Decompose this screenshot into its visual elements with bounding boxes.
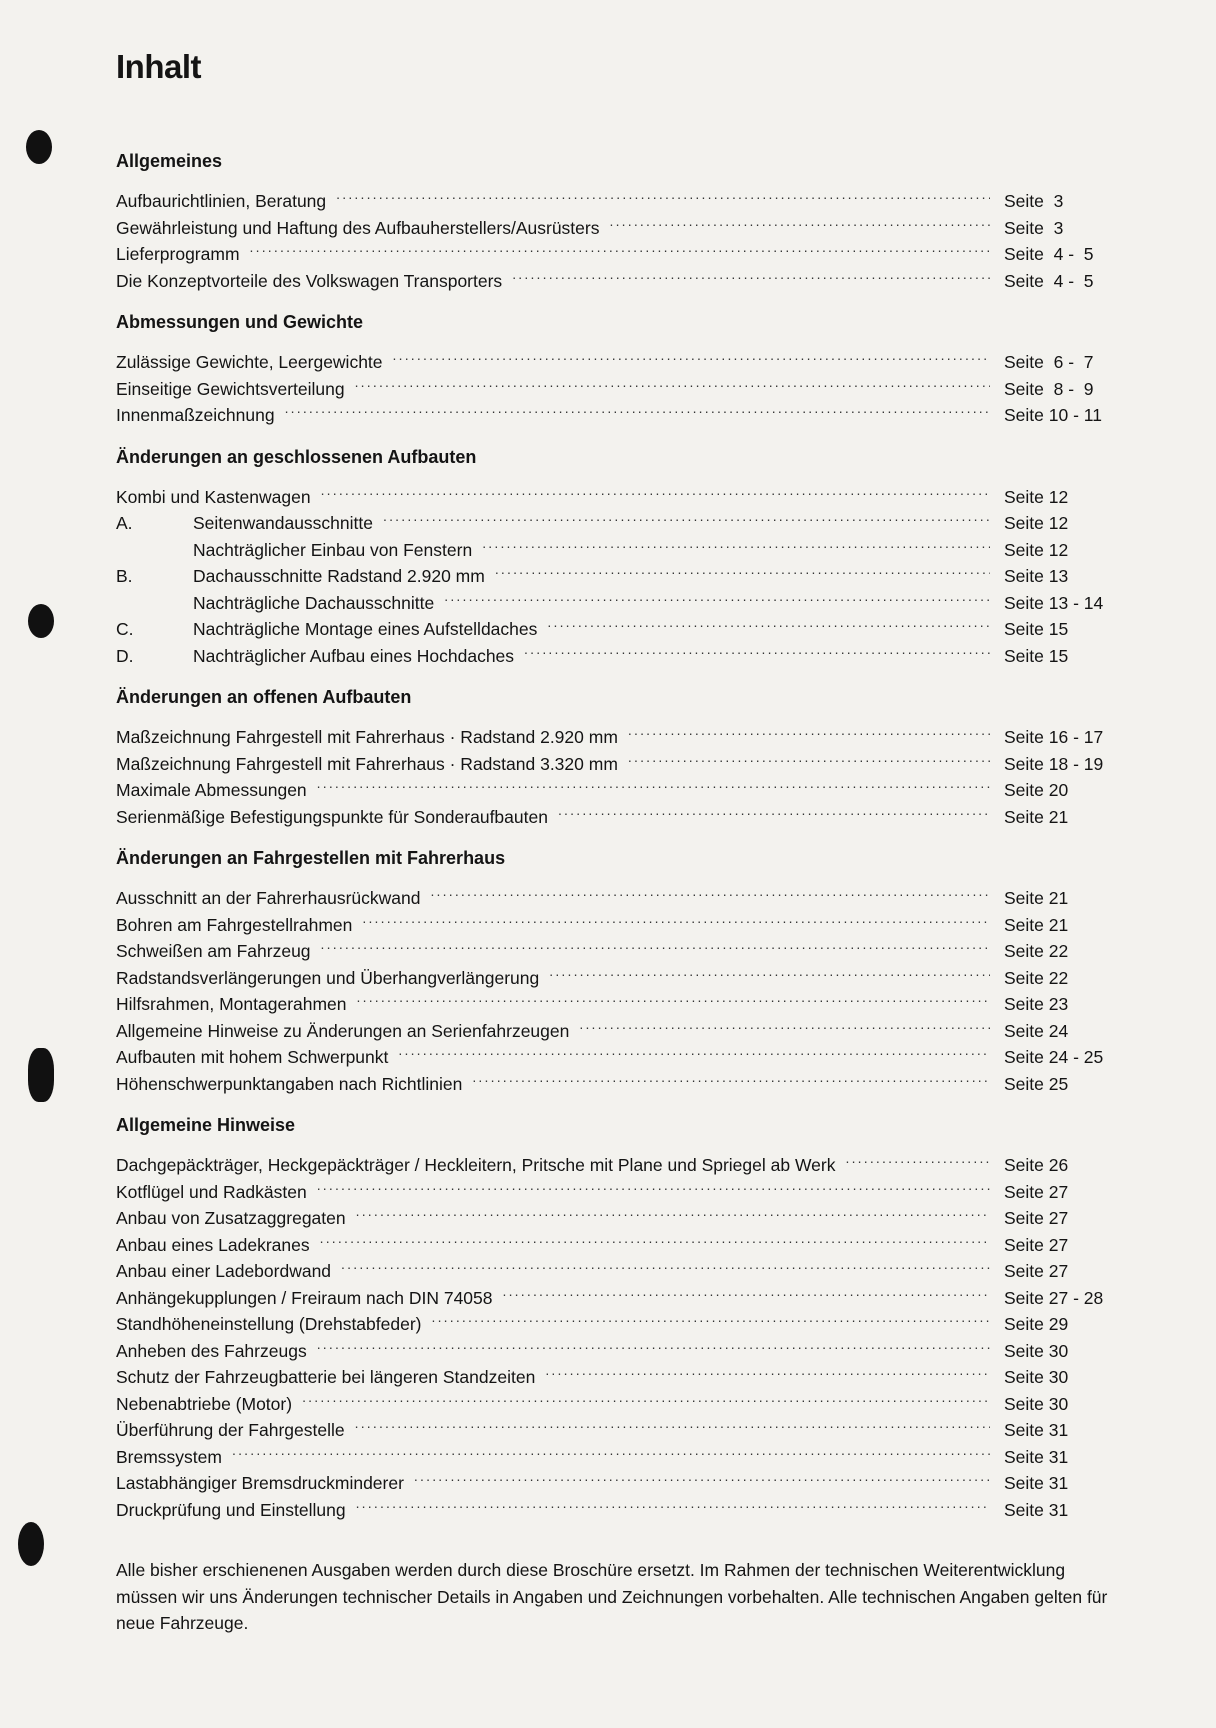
entry-page: Seite 12 xyxy=(1004,513,1069,533)
dot-leader xyxy=(398,1037,990,1063)
toc-entry xyxy=(116,1145,1126,1175)
dot-leader xyxy=(503,1278,991,1304)
entry-page: Seite 15 xyxy=(1004,619,1069,639)
dot-leader xyxy=(362,905,990,931)
entry-label: Überführung der Fahrgestelle xyxy=(116,1420,345,1440)
entry-label: Serienmäßige Befestigungspunkte für Sonderaufbauten xyxy=(116,806,548,827)
entry-page: Seite 27 xyxy=(1004,1234,1069,1255)
entry-label: Maßzeichnung Fahrgestell mit Fahrerhaus · Radstand 2.920 mm xyxy=(116,727,618,747)
entry-page: Seite 27 xyxy=(1004,1261,1069,1281)
dot-leader xyxy=(628,717,990,743)
entry-page: Seite 21 xyxy=(1004,806,1069,827)
dot-leader xyxy=(355,1410,990,1436)
entry-label: Nachträgliche Dachausschnitte xyxy=(193,592,435,613)
dot-leader xyxy=(845,1145,990,1171)
dot-leader xyxy=(628,744,990,770)
entry-page: Seite 30 xyxy=(1004,1340,1069,1361)
entry-label: Nachträgliche Montage eines Aufstelldaches xyxy=(193,619,538,639)
entry-label: Zulässige Gewichte, Leergewichte xyxy=(116,352,383,372)
entry-label: Bohren am Fahrgestellrahmen xyxy=(116,914,353,935)
page-title: Inhalt xyxy=(116,48,201,85)
punch-hole xyxy=(28,604,54,638)
toc-entry xyxy=(116,181,1126,211)
entry-label: Anbau einer Ladebordwand xyxy=(116,1261,332,1281)
section-heading: Allgemeines xyxy=(116,151,223,171)
entry-page: Seite 12 xyxy=(1004,539,1069,560)
entry-page: Seite 20 xyxy=(1004,780,1069,800)
entry-page: Seite 30 xyxy=(1004,1367,1069,1387)
toc-entry xyxy=(116,1463,1126,1493)
entry-label: Dachausschnitte Radstand 2.920 mm xyxy=(193,566,485,586)
entry-label: Seitenwandausschnitte xyxy=(193,513,373,533)
entry-label: Aufbauten mit hohem Schwerpunkt xyxy=(116,1047,389,1067)
entry-label: Bremssystem xyxy=(116,1446,222,1467)
dot-leader xyxy=(547,609,990,635)
dot-leader xyxy=(495,556,990,582)
toc-entry xyxy=(116,342,1126,372)
dot-leader xyxy=(524,636,990,662)
toc-entry xyxy=(116,1437,1126,1467)
dot-leader xyxy=(285,395,990,421)
section-heading: Änderungen an offenen Aufbauten xyxy=(116,687,412,707)
entry-page: Seite 13 - 14 xyxy=(1004,592,1104,613)
entry-label: Dachgepäckträger, Heckgepäckträger / Heckleitern, Pritsche mit Plane und Spriegel ab Werk xyxy=(116,1155,836,1175)
entry-page: Seite 3 xyxy=(1004,217,1064,238)
entry-label: Maßzeichnung Fahrgestell mit Fahrerhaus · Radstand 3.320 mm xyxy=(116,753,618,774)
dot-leader xyxy=(355,369,990,395)
entry-label: Anbau von Zusatzaggregaten xyxy=(116,1208,346,1228)
dot-leader xyxy=(357,984,990,1010)
entry-page: Seite 27 - 28 xyxy=(1004,1287,1104,1308)
entry-page: Seite 31 xyxy=(1004,1420,1069,1440)
entry-label: Standhöheneinstellung (Drehstabfeder) xyxy=(116,1314,422,1334)
entry-label: Die Konzeptvorteile des Volkswagen Transporters xyxy=(116,270,503,291)
dot-leader xyxy=(336,181,990,207)
dot-leader xyxy=(558,797,990,823)
section-heading: Allgemeine Hinweise xyxy=(116,1115,296,1135)
entry-page: Seite 22 xyxy=(1004,967,1069,988)
entry-page: Seite 4 - 5 xyxy=(1004,270,1094,291)
toc-entry xyxy=(116,717,1126,747)
entry-page: Seite 6 - 7 xyxy=(1004,352,1094,372)
entry-label: Radstandsverlängerungen und Überhangverlängerung xyxy=(116,967,540,988)
dot-leader xyxy=(414,1463,990,1489)
entry-label: Gewährleistung und Haftung des Aufbauherstellers/Ausrüsters xyxy=(116,217,600,238)
dot-leader xyxy=(317,770,990,796)
section-heading: Abmessungen und Gewichte xyxy=(116,312,364,332)
dot-leader xyxy=(320,1225,990,1251)
entry-page: Seite 29 xyxy=(1004,1314,1069,1334)
entry-page: Seite 26 xyxy=(1004,1155,1069,1175)
entry-label: Maximale Abmessungen xyxy=(116,780,307,800)
dot-leader xyxy=(430,878,990,904)
entry-page: Seite 31 xyxy=(1004,1473,1069,1493)
dot-leader xyxy=(317,1331,990,1357)
entry-page: Seite 30 xyxy=(1004,1393,1069,1414)
entry-page: Seite 8 - 9 xyxy=(1004,378,1094,399)
entry-label: Kombi und Kastenwagen xyxy=(116,486,311,507)
dot-leader xyxy=(545,1357,990,1383)
dot-leader xyxy=(512,261,990,287)
entry-page: Seite 27 xyxy=(1004,1208,1069,1228)
dot-leader xyxy=(302,1384,990,1410)
dot-leader xyxy=(431,1304,990,1330)
dot-leader xyxy=(472,1064,990,1090)
entry-page: Seite 31 xyxy=(1004,1446,1069,1467)
entry-letter: C. xyxy=(116,619,134,639)
section-heading: Änderungen an geschlossenen Aufbauten xyxy=(116,446,477,467)
punch-hole xyxy=(26,130,52,164)
entry-page: Seite 21 xyxy=(1004,914,1069,935)
entry-page: Seite 25 xyxy=(1004,1073,1069,1094)
entry-label: Nachträglicher Aufbau eines Hochdaches xyxy=(193,645,515,666)
punch-hole xyxy=(18,1522,44,1566)
dot-leader xyxy=(356,1490,990,1516)
entry-page: Seite 4 - 5 xyxy=(1004,244,1094,264)
dot-leader xyxy=(250,234,990,260)
entry-letter: A. xyxy=(116,513,133,533)
toc-section xyxy=(116,1112,1126,1520)
dot-leader xyxy=(609,208,990,234)
entry-label: Nebenabtriebe (Motor) xyxy=(116,1393,293,1414)
toc-entry xyxy=(116,261,1126,291)
entry-page: Seite 23 xyxy=(1004,994,1069,1014)
entry-label: Allgemeine Hinweise zu Änderungen an Serienfahrzeugen xyxy=(116,1020,570,1041)
entry-letter: B. xyxy=(116,566,133,586)
entry-page: Seite 18 - 19 xyxy=(1004,753,1104,774)
entry-page: Seite 15 xyxy=(1004,645,1069,666)
entry-page: Seite 27 xyxy=(1004,1181,1069,1202)
dot-leader xyxy=(482,530,990,556)
table-of-contents xyxy=(116,148,1126,1538)
entry-page: Seite 31 xyxy=(1004,1499,1069,1520)
dot-leader xyxy=(383,503,990,529)
toc-section xyxy=(116,148,1126,291)
entry-label: Druckprüfung und Einstellung xyxy=(116,1499,346,1520)
toc-section xyxy=(116,309,1126,425)
entry-label: Hilfsrahmen, Montagerahmen xyxy=(116,994,347,1014)
entry-page: Seite 10 - 11 xyxy=(1004,405,1102,425)
dot-leader xyxy=(444,583,990,609)
entry-page: Seite 16 - 17 xyxy=(1004,727,1104,747)
dot-leader xyxy=(321,477,990,503)
entry-letter: D. xyxy=(116,645,134,666)
entry-page: Seite 12 xyxy=(1004,486,1069,507)
toc-section xyxy=(116,684,1126,827)
entry-label: Einseitige Gewichtsverteilung xyxy=(116,378,345,399)
entry-page: Seite 24 xyxy=(1004,1020,1069,1041)
entry-label: Kotflügel und Radkästen xyxy=(116,1181,307,1202)
entry-page: Seite 13 xyxy=(1004,566,1069,586)
entry-page: Seite 22 xyxy=(1004,941,1069,961)
dot-leader xyxy=(317,1172,990,1198)
entry-label: Nachträglicher Einbau von Fenstern xyxy=(193,539,473,560)
entry-label: Anhängekupplungen / Freiraum nach DIN 74058 xyxy=(116,1287,493,1308)
toc-entry xyxy=(116,878,1126,908)
dot-leader xyxy=(356,1198,990,1224)
entry-page: Seite 3 xyxy=(1004,191,1064,211)
dot-leader xyxy=(232,1437,990,1463)
section-heading: Änderungen an Fahrgestellen mit Fahrerhaus xyxy=(116,848,506,868)
toc-section xyxy=(116,845,1126,1094)
toc-entry xyxy=(116,234,1126,264)
entry-label: Lieferprogramm xyxy=(116,244,240,264)
entry-label: Anheben des Fahrzeugs xyxy=(116,1340,307,1361)
dot-leader xyxy=(341,1251,990,1277)
entry-page: Seite 21 xyxy=(1004,888,1069,908)
dot-leader xyxy=(549,958,990,984)
entry-label: Lastabhängiger Bremsdruckminderer xyxy=(116,1473,404,1493)
dot-leader xyxy=(393,342,990,368)
entry-label: Ausschnitt an der Fahrerhausrückwand xyxy=(116,888,421,908)
entry-page: Seite 24 - 25 xyxy=(1004,1047,1104,1067)
entry-label: Schutz der Fahrzeugbatterie bei längeren Standzeiten xyxy=(116,1367,536,1387)
dot-leader xyxy=(321,931,990,957)
entry-label: Innenmaßzeichnung xyxy=(116,405,275,425)
entry-label: Höhenschwerpunktangaben nach Richtlinien xyxy=(116,1073,463,1094)
toc-section xyxy=(116,444,1126,666)
entry-label: Aufbaurichtlinien, Beratung xyxy=(116,191,327,211)
punch-hole xyxy=(28,1048,54,1102)
toc-entry xyxy=(116,477,1126,507)
dot-leader xyxy=(579,1011,990,1037)
footnote: Alle bisher erschienenen Ausgaben werden durch diese Broschüre ersetzt. Im Rahmen der technischen Weiterentwicklung müssen wir uns Änderungen technischer Details in Angaben und Zeichnungen vorbehalten. Alle technischen Angaben gelten für neue Fahrzeuge. xyxy=(116,1560,1108,1633)
entry-label: Anbau eines Ladekranes xyxy=(116,1234,310,1255)
entry-label: Schweißen am Fahrzeug xyxy=(116,941,311,961)
